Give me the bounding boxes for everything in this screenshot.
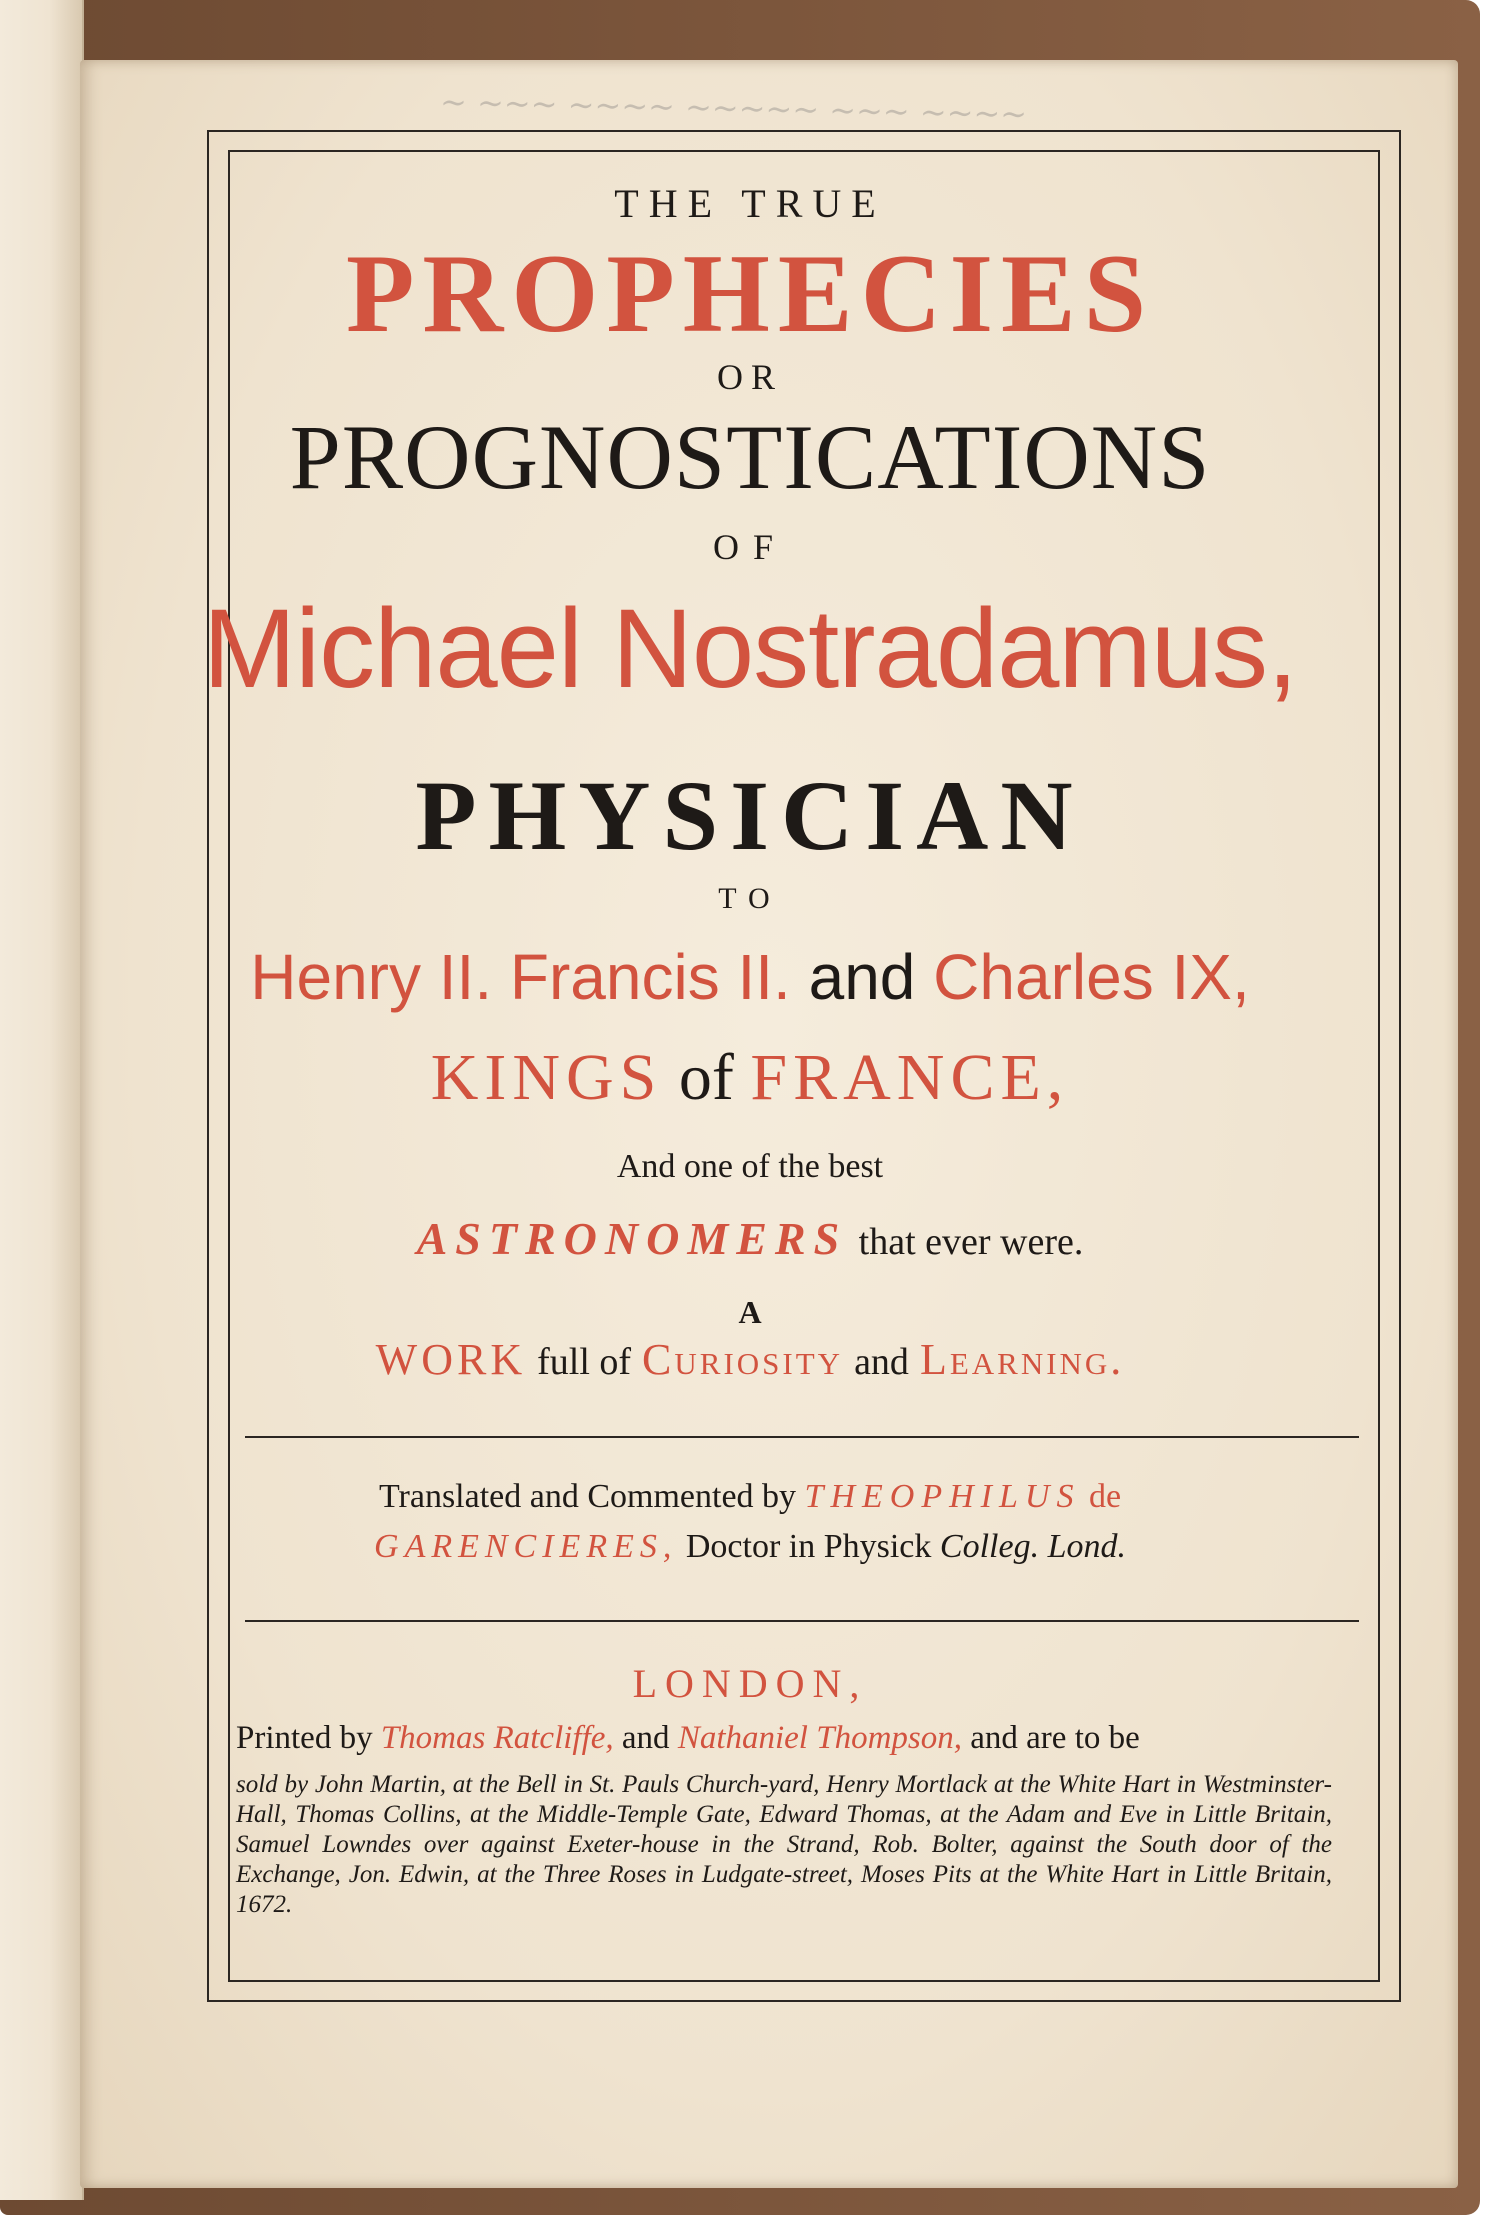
divider-rule-1 (245, 1436, 1359, 1438)
translator-first-name: THEOPHILUS (804, 1478, 1081, 1515)
word-curiosity: Curiosity (642, 1335, 844, 1384)
imprint-booksellers: sold by John Martin, at the Bell in St. Pauls Church-yard, Henry Mortlack at the White Hart in Westminster-Hall, Thomas Collins, at the Middle-Temple Gate, Edward Thomas, at the Adam and Eve in Little Britain, Samuel Lowndes over against Exeter-house in the Strand, Rob. Bolter, against the South door of the Exchange, Jon. Edwin, at the Three Roses in Ludgate-street, Moses Pits at the White Hart in Little Britain, 1672. (236, 1771, 1332, 1918)
word-and-3: and (621, 1720, 670, 1756)
kings-of-france-line (0, 1040, 1500, 1116)
translated-by: Translated and Commented by (378, 1478, 797, 1515)
that-ever-were: that ever were. (858, 1221, 1084, 1263)
doctor-in-physick: Doctor in Physick (685, 1528, 932, 1565)
word-work: WORK (375, 1335, 527, 1384)
letter-a: A (738, 1294, 762, 1330)
word-or: OR (716, 357, 783, 397)
translator-line-1 (0, 1478, 1500, 1516)
heading-physician: PHYSICIAN (415, 760, 1085, 871)
printed-by: Printed by (236, 1720, 373, 1756)
imprint-city: LONDON, (632, 1661, 868, 1706)
kings-list-line (0, 940, 1500, 1014)
word-de: de (1088, 1478, 1122, 1515)
king-charles: Charles IX, (933, 941, 1250, 1013)
divider-rule-2 (245, 1620, 1359, 1622)
imprint-printers-line (236, 1720, 1332, 1757)
sold-intro: and are to be (970, 1720, 1140, 1756)
word-astronomers: ASTRONOMERS (416, 1213, 848, 1264)
word-to: TO (718, 882, 782, 915)
word-and: and (808, 941, 916, 1013)
colleg-lond: Colleg. Lond. (939, 1528, 1126, 1565)
heading-prognostications: PROGNOSTICATIONS (289, 406, 1211, 508)
translator-surname: GARENCIERES, (374, 1528, 678, 1565)
word-learning: Learning. (919, 1335, 1125, 1384)
heading-the-true: THE TRUE (614, 181, 886, 226)
faded-handwritten-inscription: ~ ~~~ ~~~~ ~~~~~ ~~~ ~~~~ (439, 82, 1028, 134)
heading-prophecies: PROPHECIES (345, 232, 1155, 356)
word-kings: KINGS (430, 1041, 663, 1114)
printer-ratcliffe: Thomas Ratcliffe, (380, 1720, 614, 1756)
translator-line-2 (0, 1528, 1500, 1566)
printer-thompson: Nathaniel Thompson, (677, 1720, 963, 1756)
word-of: OF (712, 527, 788, 567)
author-name: Michael Nostradamus, (202, 586, 1298, 711)
king-henry: Henry II. (250, 941, 493, 1013)
and-one-of-the-best: And one of the best (616, 1148, 884, 1185)
astronomers-line (0, 1212, 1500, 1265)
king-francis: Francis II. (509, 941, 791, 1013)
work-line (0, 1334, 1500, 1385)
word-france: FRANCE, (750, 1041, 1070, 1114)
word-of-lower: of (678, 1041, 734, 1114)
word-and-2: and (854, 1341, 909, 1383)
full-of: full of (537, 1341, 632, 1383)
